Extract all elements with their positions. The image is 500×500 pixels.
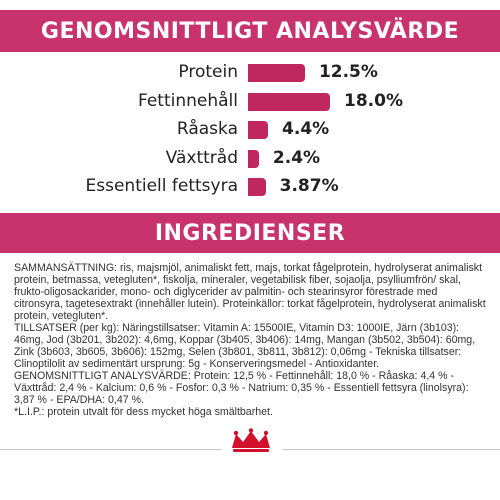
crown-icon — [228, 428, 274, 454]
analysis-paragraph: GENOMSNITTLIGT ANALYSVÄRDE: Protein: 12,5 % - Fettinnehåll: 18,0 % - Råaska: 4,4 % - Växttråd: 2,4 % - Kalcium: 0,6 % - Fosfor: 0,3 % - Natrium: 0,35 % - Essentiell fettsyra (linolsyra): 3,87 % - EPA/DHA: 0,47 %. — [14, 370, 469, 406]
analysis-row — [0, 58, 500, 88]
analysis-label: Fettinnehåll — [137, 90, 238, 111]
composition-paragraph: SAMMANSÄTTNING: ris, majsmjöl, animaliskt fett, majs, torkat fågelprotein, hydrolyserat animaliskt protein, betmassa, vetegluten*, fiskolja, mineraler, vegetabilisk fiber, sojaolja, psylliumfrön/ skal, frukto-oligosackarider, mono- och diglycerider av palmitin- och stearinsyror förestrade med citronsyra, tagetesextrakt (innehåller lutein). Proteinkällor: torkat fågelprotein, hydrolyserat animaliskt protein, vetegluten*. — [14, 262, 486, 322]
analysis-value: 2.4% — [272, 147, 321, 168]
analysis-row — [0, 172, 500, 202]
analysis-bar — [248, 178, 266, 196]
ingredients-banner — [0, 213, 500, 253]
analysis-title: GENOMSNITTLIGT ANALYSVÄRDE — [40, 18, 460, 44]
analysis-bar — [248, 121, 268, 139]
analysis-label: Protein — [178, 62, 238, 82]
analysis-bar — [248, 64, 305, 82]
additives-paragraph: TILLSATSER (per kg): Näringstillsatser: Vitamin A: 15500IE, Vitamin D3: 1000IE, Järn (3b103): 46mg, Jod (3b201, 3b202): 4,6mg, Koppar (3b405, 3b406): 14mg, Mangan (3b502, 3b504): 60mg, Zink (3b603, 3b605, 3b606): 152mg, Selen (3b801, 3b811, 3b812): 0,06mg - Tekniska tillsatser: Clinoptilolit av sedimentärt ursprung: 5g - Konserveringsmedel - Antioxidanter. — [14, 322, 476, 370]
analysis-label: Växttråd — [165, 147, 238, 168]
lip-note: *L.I.P.: protein utvalt för dess mycket höga smältbarhet. — [14, 406, 273, 418]
analysis-label: Råaska — [176, 119, 238, 139]
footer-divider-right — [282, 449, 500, 450]
analysis-row — [0, 115, 500, 145]
analysis-value: 4.4% — [282, 119, 330, 139]
analysis-banner — [0, 10, 500, 52]
footer-divider-left — [0, 449, 222, 450]
analysis-value: 3.87% — [279, 176, 339, 196]
analysis-label: Essentiell fettsyra — [85, 176, 238, 196]
analysis-value: 12.5% — [318, 62, 378, 82]
analysis-value: 18.0% — [344, 90, 403, 111]
analysis-bar — [248, 93, 330, 111]
ingredients-text — [14, 262, 488, 418]
analysis-row — [0, 144, 500, 174]
ingredients-title: INGREDIENSER — [154, 220, 346, 246]
analysis-bar — [248, 150, 259, 168]
analysis-row — [0, 87, 500, 117]
